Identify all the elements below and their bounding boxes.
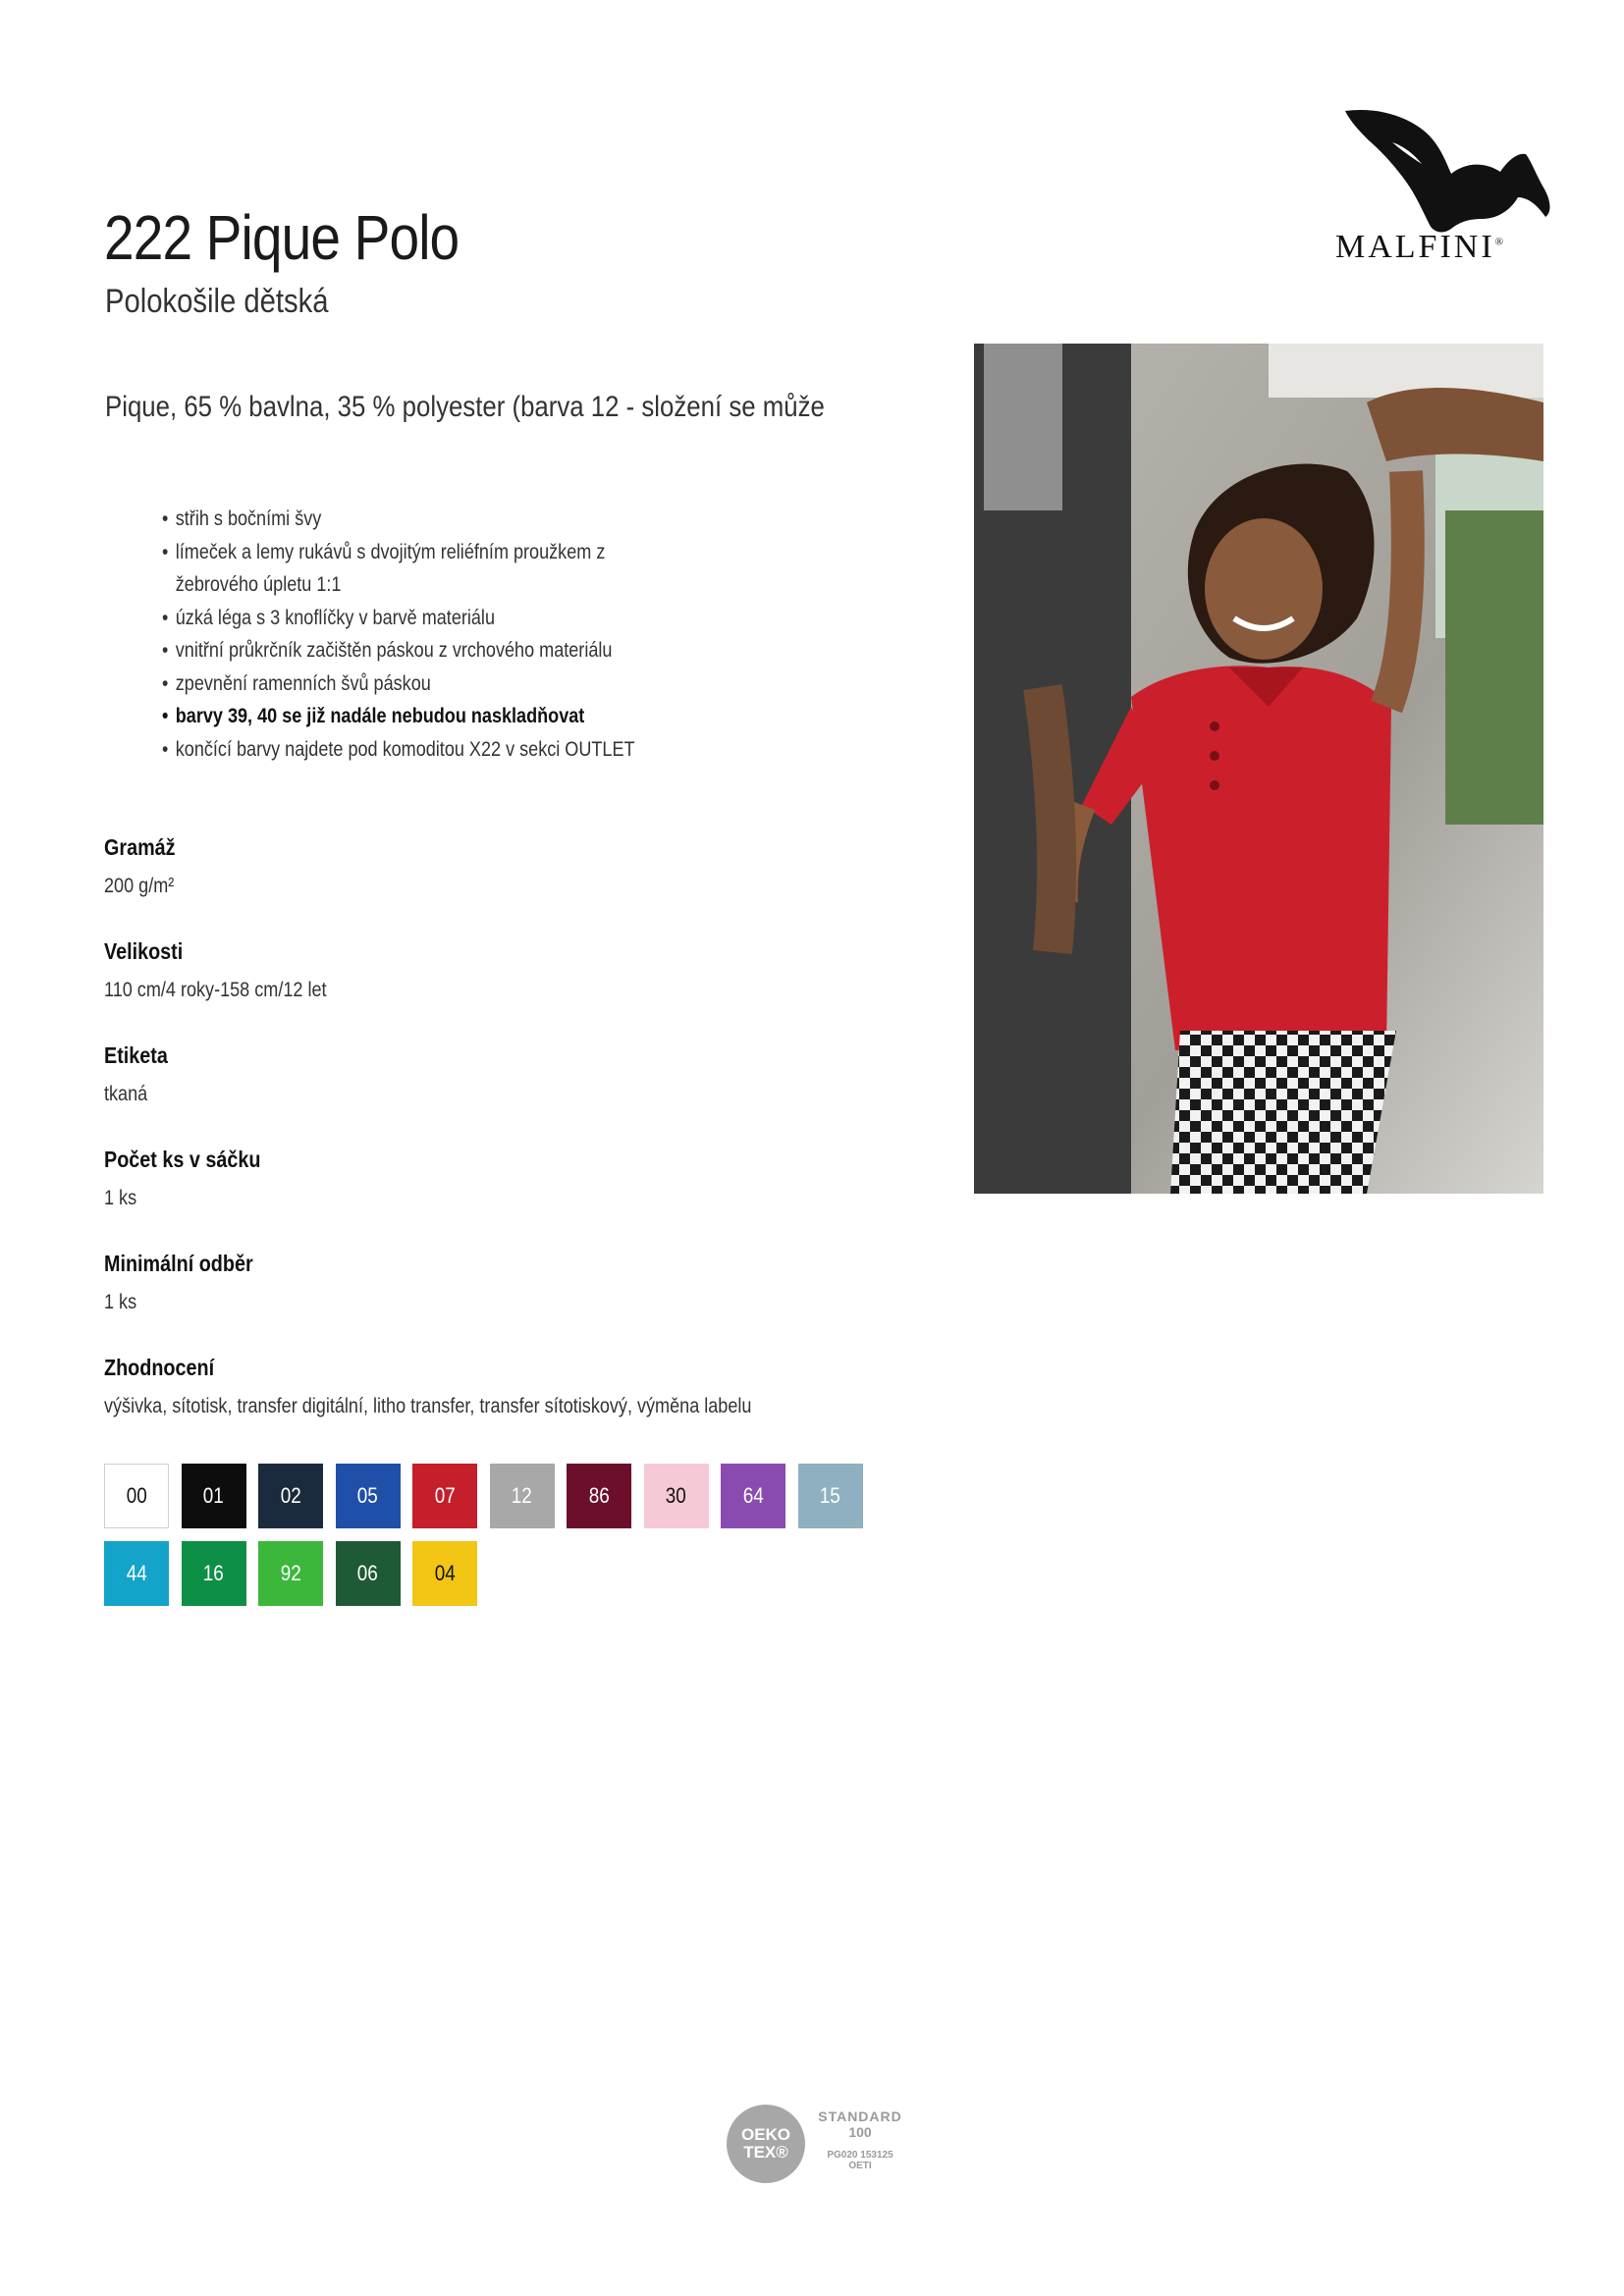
- product-title: 222 Pique Polo: [104, 202, 460, 273]
- spec-label: Gramáž: [104, 834, 176, 860]
- oeko-standard: STANDARD: [818, 2109, 902, 2124]
- oeko-code: PG020 153125: [827, 2150, 893, 2161]
- spec-minimum-order: [104, 1251, 277, 1314]
- spec-decoration: [104, 1355, 857, 1418]
- color-code: 04: [434, 1560, 456, 1585]
- color-swatch-05: [336, 1464, 401, 1528]
- oeko-badge-line2: TEX®: [743, 2143, 788, 2162]
- color-swatch-44: [104, 1541, 169, 1606]
- spec-sizes: [104, 938, 362, 1002]
- color-code: 07: [434, 1483, 456, 1508]
- color-code: 16: [202, 1560, 225, 1585]
- color-swatch-02: [258, 1464, 323, 1528]
- spec-label: Velikosti: [104, 938, 184, 964]
- spec-value: 110 cm/4 roky-158 cm/12 let: [104, 979, 327, 1001]
- spec-weight: [104, 834, 187, 898]
- product-photo: [974, 344, 1543, 1194]
- color-code: 06: [356, 1560, 379, 1585]
- malfini-logo: [1335, 103, 1556, 270]
- color-code: 15: [819, 1483, 841, 1508]
- color-swatch-16: [182, 1541, 246, 1606]
- spec-label: Etiketa: [104, 1042, 168, 1068]
- spec-label: Zhodnocení: [104, 1355, 215, 1380]
- spec-pieces-per-bag: [104, 1147, 286, 1210]
- spec-value: 1 ks: [104, 1187, 137, 1209]
- feature-list: [162, 503, 712, 766]
- feature-item: • úzká léga s 3 knoflíčky v barvě materiálu: [162, 602, 635, 635]
- oeko-institute: OETI: [848, 2161, 872, 2171]
- oeko-tex-certification: [727, 2101, 913, 2189]
- color-code: 00: [126, 1483, 147, 1508]
- color-code: 30: [665, 1483, 687, 1508]
- oeko-badge-line1: OEKO: [740, 2125, 791, 2144]
- feature-item-highlight: • barvy 39, 40 se již nadále nebudou naskladňovat: [162, 700, 635, 733]
- color-swatch-15: [798, 1464, 863, 1528]
- color-code: 01: [202, 1483, 225, 1508]
- color-code: 64: [742, 1483, 764, 1508]
- color-code: 02: [280, 1483, 301, 1508]
- color-swatches: [104, 1464, 870, 1611]
- product-subtitle: Polokošile dětská: [105, 283, 329, 320]
- color-swatch-07: [412, 1464, 477, 1528]
- color-code: 44: [126, 1560, 147, 1585]
- spec-value: 200 g/m²: [104, 875, 175, 897]
- feature-item: • střih s bočními švy: [162, 503, 635, 536]
- logo-wordmark: [1335, 229, 1556, 266]
- color-swatch-12: [490, 1464, 555, 1528]
- oeko-text-block: [811, 2109, 909, 2171]
- color-code: 86: [588, 1483, 610, 1508]
- color-swatch-00: [104, 1464, 169, 1528]
- spec-label-type: [104, 1042, 178, 1106]
- color-code: 92: [280, 1560, 301, 1585]
- color-swatch-92: [258, 1541, 323, 1606]
- color-swatch-01: [182, 1464, 246, 1528]
- color-code: 05: [356, 1483, 379, 1508]
- feature-item: • vnitřní průkrčník začištěn páskou z vrchového materiálu: [162, 634, 635, 667]
- material-composition: Pique, 65 % bavlna, 35 % polyester (barva 12 - složení se může: [105, 391, 825, 423]
- feature-item-continuation: žebrového úpletu 1:1: [175, 573, 342, 596]
- color-swatch-06: [336, 1541, 401, 1606]
- feature-item: • končící barvy najdete pod komoditou X22 v sekci OUTLET: [162, 733, 635, 767]
- spec-value: tkaná: [104, 1083, 148, 1105]
- feature-item: • zpevnění ramenních švů páskou: [162, 667, 635, 701]
- child-in-red-polo-image: [974, 344, 1543, 1194]
- color-swatch-86: [567, 1464, 631, 1528]
- logo-name: MALFINI: [1335, 229, 1495, 265]
- feature-item: • límeček a lemy rukávů s dvojitým reliéfním proužkem z: [162, 536, 635, 569]
- oeko-number: 100: [848, 2124, 872, 2140]
- spec-value: 1 ks: [104, 1291, 137, 1313]
- color-swatch-30: [644, 1464, 709, 1528]
- color-swatch-64: [721, 1464, 785, 1528]
- spec-label: Počet ks v sáčku: [104, 1147, 261, 1172]
- registered-mark: ®: [1494, 236, 1507, 248]
- color-code: 12: [511, 1483, 533, 1508]
- spec-value: výšivka, sítotisk, transfer digitální, litho transfer, transfer sítotiskový, výměna labelu: [104, 1395, 752, 1417]
- color-swatch-04: [412, 1541, 477, 1606]
- spec-label: Minimální odběr: [104, 1251, 253, 1276]
